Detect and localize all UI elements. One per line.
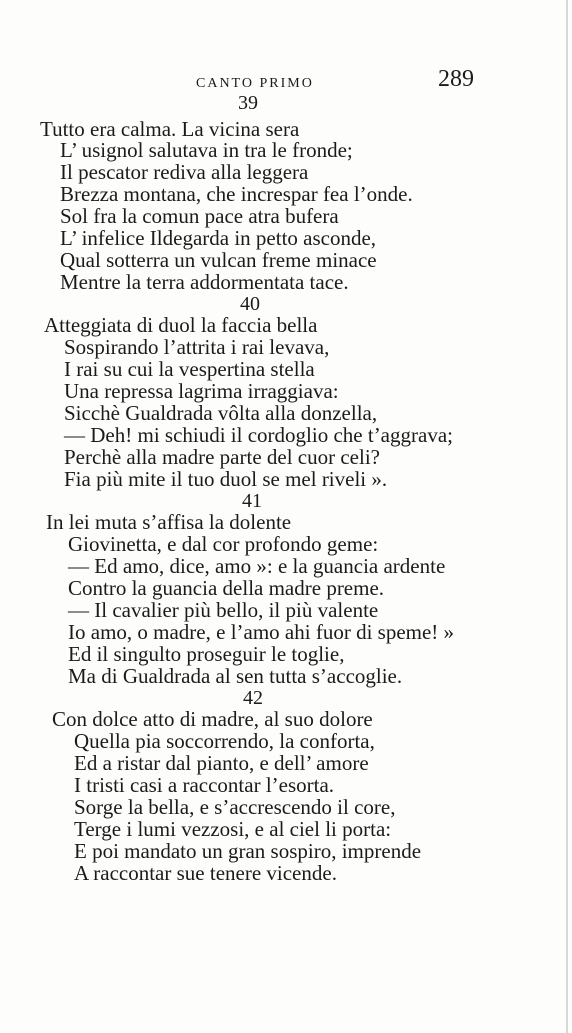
verse-line: Ma di Gualdrada al sen tutta s’accoglie. (68, 664, 403, 688)
verse-line: Sol fra la comun pace atra bufera (60, 204, 339, 228)
verse-line: Ed a ristar dal pianto, e dell’ amore (74, 751, 369, 775)
verse-line: Sorge la bella, e s’accrescendo il core, (74, 795, 396, 819)
verse-line: Sospirando l’attrita i rai levava, (64, 335, 330, 359)
verse-line: Ed il singulto proseguir le toglie, (68, 642, 345, 666)
verse-line: Tutto era calma. La vicina sera (40, 117, 300, 141)
stanza-number: 41 (242, 490, 262, 512)
verse-line: I tristi casi a raccontar l’esorta. (74, 773, 335, 797)
verse-line: Contro la guancia della madre preme. (68, 576, 385, 600)
verse-line: I rai su cui la vespertina stella (64, 357, 315, 381)
verse-line: Giovinetta, e dal cor profondo geme: (68, 532, 379, 556)
verse-line: In lei muta s’affisa la dolente (46, 510, 292, 534)
verse-line: Atteggiata di duol la faccia bella (44, 313, 318, 337)
page-edge-shadow (566, 0, 568, 1033)
stanza-number: 39 (238, 92, 258, 114)
page-number: 289 (438, 66, 474, 92)
running-title: CANTO PRIMO (196, 76, 314, 91)
stanza-number: 40 (240, 293, 260, 315)
verse-line: Perchè alla madre parte del cuor celi? (64, 445, 380, 469)
verse-line: — Ed amo, dice, amo »: e la guancia ardente (68, 554, 446, 578)
verse-line: — Deh! mi schiudi il cordoglio che t’aggrava; (64, 423, 453, 447)
verse-line: Quella pia soccorrendo, la conforta, (74, 729, 375, 753)
verse-line: — Il cavalier più bello, il più valente (68, 598, 379, 622)
verse-line: L’ infelice Ildegarda in petto asconde, (60, 226, 377, 250)
verse-line: Con dolce atto di madre, al suo dolore (52, 707, 373, 731)
verse-line: Terge i lumi vezzosi, e al ciel li porta: (74, 817, 392, 841)
verse-line: Il pescator rediva alla leggera (60, 160, 309, 184)
verse-line: Qual sotterra un vulcan freme minace (60, 248, 377, 272)
verse-line: Mentre la terra addormentata tace. (60, 270, 349, 294)
verse-line: E poi mandato un gran sospiro, imprende (74, 839, 422, 863)
verse-line: Brezza montana, che increspar fea l’onde. (60, 182, 413, 206)
stanza-number: 42 (243, 687, 263, 709)
verse-line: Fia più mite il tuo duol se mel riveli ». (64, 467, 388, 491)
verse-line: Io amo, o madre, e l’amo ahi fuor di speme! » (68, 620, 455, 644)
verse-line: A raccontar sue tenere vicende. (74, 861, 337, 885)
verse-line: Una repressa lagrima irraggiava: (64, 379, 339, 403)
verse-line: Sicchè Gualdrada vôlta alla donzella, (64, 401, 378, 425)
verse-line: L’ usignol salutava in tra le fronde; (60, 138, 353, 162)
